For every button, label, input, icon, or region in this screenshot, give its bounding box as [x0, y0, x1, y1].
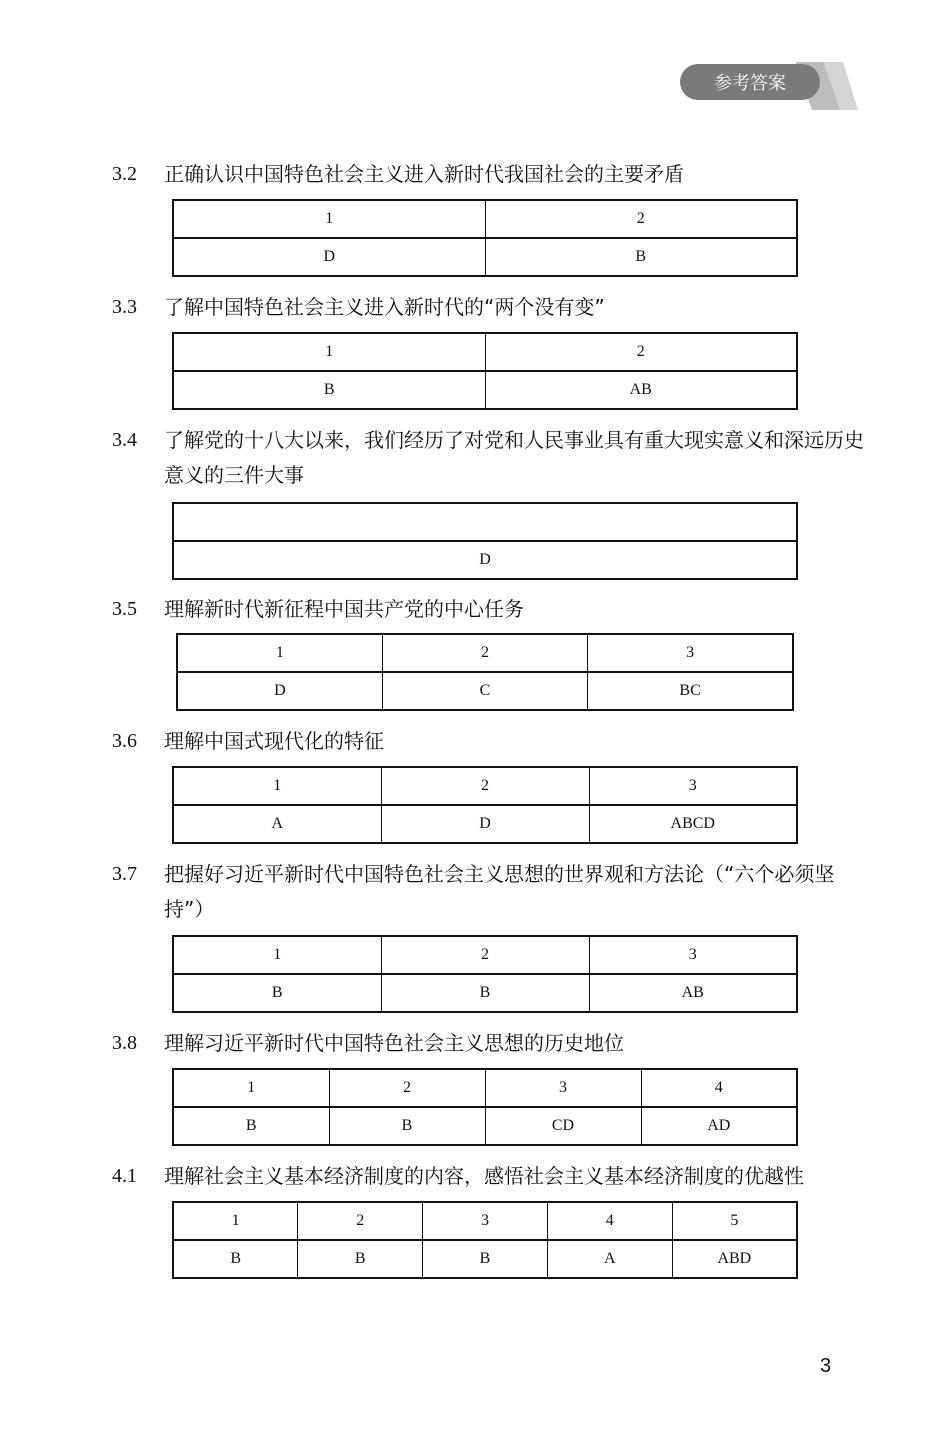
table-answer-cell: A	[173, 805, 381, 843]
section-heading: 理解习近平新时代中国特色社会主义思想的历史地位	[164, 1031, 624, 1055]
table-header-cell: 2	[381, 936, 589, 974]
table-header-cell: 2	[329, 1069, 485, 1107]
table-answer-cell: A	[547, 1240, 672, 1278]
table-header-cell: 2	[382, 634, 587, 672]
section-title	[112, 157, 872, 192]
section-number: 4.1	[112, 1165, 137, 1187]
section-heading: 了解党的十八大以来，我们经历了对党和人民事业具有重大现实意义和深远历史意义的三件大事	[164, 428, 864, 487]
table-answer-cell: D	[173, 541, 797, 579]
table-answer-cell: B	[173, 1107, 329, 1145]
table-answer-cell: ABD	[672, 1240, 797, 1278]
table-header-cell: 1	[173, 767, 381, 805]
answer-table	[172, 1201, 798, 1279]
table-answer-cell: AB	[589, 974, 797, 1012]
answer-table	[172, 502, 798, 580]
section-title	[112, 857, 872, 927]
table-header-cell: 1	[173, 1069, 329, 1107]
table-header-cell: 2	[485, 333, 797, 371]
table-header-cell: 1	[177, 634, 382, 672]
table-answer-row	[173, 1107, 797, 1145]
table-header-row	[173, 936, 797, 974]
section-number: 3.5	[112, 598, 137, 620]
table-header-cell: 3	[423, 1202, 548, 1240]
section-title	[112, 290, 872, 325]
answer-table	[172, 332, 798, 410]
table-answer-cell: B	[423, 1240, 548, 1278]
table-answer-cell: D	[173, 238, 485, 276]
table-header-cell: 1	[173, 200, 485, 238]
table-header-row	[173, 503, 797, 541]
table-header-cell: 2	[381, 767, 589, 805]
table-answer-cell: AB	[485, 371, 797, 409]
table-header-row	[177, 634, 793, 672]
table-answer-cell: BC	[588, 672, 793, 710]
table-header-cell: 1	[173, 936, 381, 974]
section-heading: 正确认识中国特色社会主义进入新时代我国社会的主要矛盾	[164, 162, 684, 186]
tab-label: 参考答案	[714, 73, 786, 94]
section-heading: 理解新时代新征程中国共产党的中心任务	[164, 597, 524, 621]
section-heading: 把握好习近平新时代中国特色社会主义思想的世界观和方法论（“六个必须坚持”）	[164, 862, 835, 921]
answer-table	[172, 199, 798, 277]
table-header-cell: 1	[173, 1202, 298, 1240]
section-number: 3.6	[112, 730, 137, 752]
section-heading: 理解社会主义基本经济制度的内容，感悟社会主义基本经济制度的优越性	[164, 1164, 804, 1188]
table-answer-cell: B	[485, 238, 797, 276]
table-header-cell: 5	[672, 1202, 797, 1240]
table-answer-cell: C	[382, 672, 587, 710]
table-header-cell: 1	[173, 333, 485, 371]
table-header-cell	[173, 503, 797, 541]
table-answer-cell: B	[173, 1240, 298, 1278]
table-answer-cell: B	[298, 1240, 423, 1278]
section-title	[112, 1159, 872, 1194]
section-number: 3.8	[112, 1032, 137, 1054]
table-header-cell: 3	[485, 1069, 641, 1107]
table-answer-row	[173, 805, 797, 843]
table-answer-cell: D	[177, 672, 382, 710]
section-title	[112, 592, 872, 627]
section-number: 3.3	[112, 296, 137, 318]
table-answer-row	[173, 974, 797, 1012]
table-answer-cell: D	[381, 805, 589, 843]
table-answer-cell: ABCD	[589, 805, 797, 843]
table-answer-row	[173, 541, 797, 579]
section-title	[112, 724, 872, 759]
table-header-cell: 2	[298, 1202, 423, 1240]
table-answer-cell: AD	[641, 1107, 797, 1145]
table-header-row	[173, 200, 797, 238]
table-header-cell: 4	[547, 1202, 672, 1240]
answer-table	[176, 633, 794, 711]
table-answer-row	[173, 238, 797, 276]
header-tab	[680, 62, 860, 116]
table-header-cell: 2	[485, 200, 797, 238]
table-header-row	[173, 1069, 797, 1107]
table-answer-row	[173, 1240, 797, 1278]
table-header-row	[173, 767, 797, 805]
section-number: 3.4	[112, 429, 137, 451]
table-answer-row	[173, 371, 797, 409]
table-answer-cell: B	[381, 974, 589, 1012]
table-answer-cell: B	[173, 371, 485, 409]
table-header-cell: 3	[589, 767, 797, 805]
answer-table	[172, 935, 798, 1013]
table-answer-row	[177, 672, 793, 710]
table-header-cell: 4	[641, 1069, 797, 1107]
section-title	[112, 423, 872, 493]
table-header-row	[173, 1202, 797, 1240]
section-heading: 了解中国特色社会主义进入新时代的“两个没有变”	[164, 295, 605, 319]
page-number: 3	[820, 1355, 832, 1377]
table-header-cell: 3	[589, 936, 797, 974]
section-number: 3.7	[112, 863, 137, 885]
section-title	[112, 1026, 872, 1061]
table-answer-cell: B	[173, 974, 381, 1012]
answer-table	[172, 1068, 798, 1146]
answer-table	[172, 766, 798, 844]
table-answer-cell: CD	[485, 1107, 641, 1145]
section-number: 3.2	[112, 163, 137, 185]
table-header-cell: 3	[588, 634, 793, 672]
section-heading: 理解中国式现代化的特征	[164, 729, 384, 753]
table-answer-cell: B	[329, 1107, 485, 1145]
table-header-row	[173, 333, 797, 371]
